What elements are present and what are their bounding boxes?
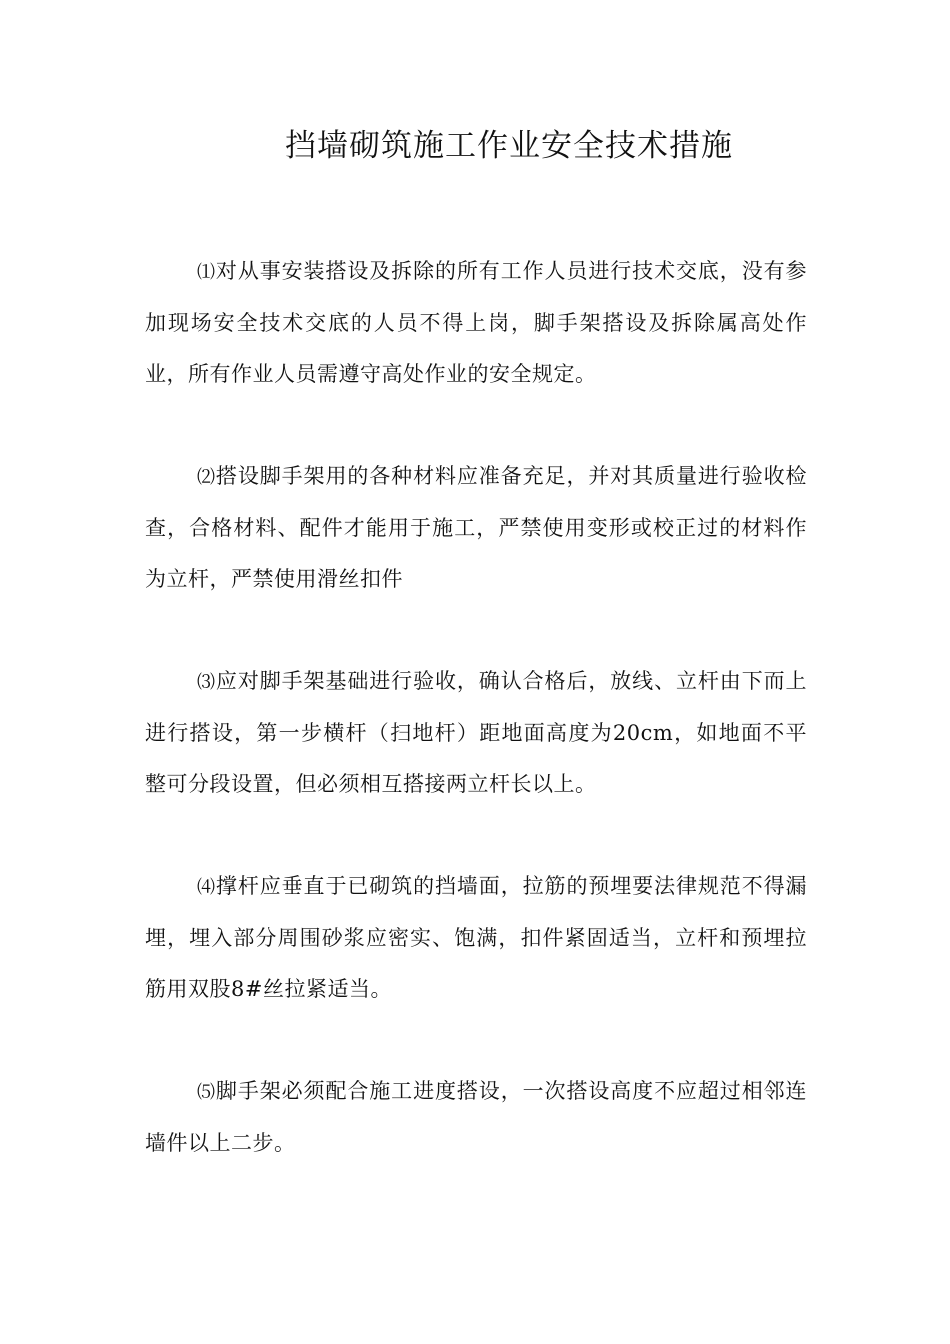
paragraph-text: 对从事安装搭设及拆除的所有工作人员进行技术交底，没有参加现场安全技术交底的人员不得上岗，脚手架搭设及拆除属高处作业，所有作业人员需遵守高处作业的安全规定。 [145, 259, 808, 386]
paragraph-number: ⑵ [197, 467, 216, 488]
paragraph-text: 撑杆应垂直于已砌筑的挡墙面，拉筋的预埋要法律规范不得漏埋，埋入部分周围砂浆应密实、饱满，扣件紧固适当，立杆和预埋拉筋用双股8#丝拉紧适当。 [145, 874, 808, 1001]
paragraph-5 [145, 1066, 807, 1169]
paragraph-4 [145, 861, 807, 1015]
paragraph-text: 搭设脚手架用的各种材料应准备充足，并对其质量进行验收检查，合格材料、配件才能用于施工，严禁使用变形或校正过的材料作为立杆，严禁使用滑丝扣件 [145, 464, 808, 591]
paragraph-3 [145, 656, 807, 810]
paragraph-number: ⑸ [197, 1082, 216, 1103]
paragraph-2 [145, 451, 807, 605]
paragraph-1 [145, 246, 807, 400]
document-title: 挡墙砌筑施工作业安全技术措施 [285, 128, 733, 164]
paragraph-text: 应对脚手架基础进行验收，确认合格后，放线、立杆由下而上进行搭设，第一步横杆（扫地杆）距地面高度为20cm，如地面不平整可分段设置，但必须相互搭接两立杆长以上。 [145, 669, 808, 796]
paragraph-number: ⑷ [197, 877, 216, 898]
paragraph-text: 脚手架必须配合施工进度搭设，一次搭设高度不应超过相邻连墙件以上二步。 [145, 1079, 808, 1155]
paragraph-number: ⑴ [197, 262, 216, 283]
document-body [145, 246, 807, 1220]
paragraph-number: ⑶ [197, 672, 216, 693]
